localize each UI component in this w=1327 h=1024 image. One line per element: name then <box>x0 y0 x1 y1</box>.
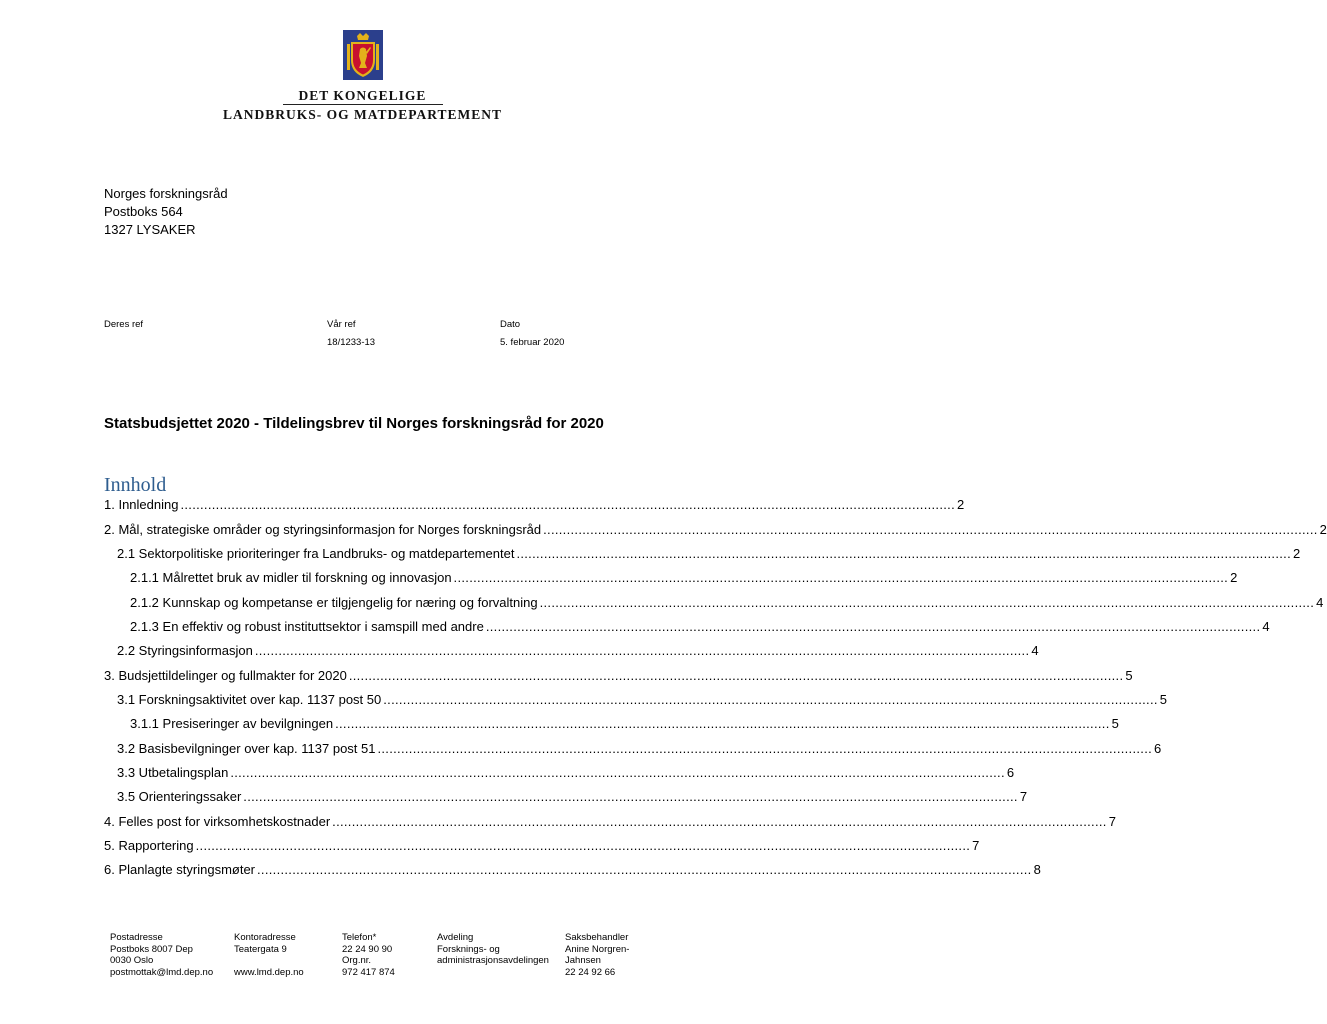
footer-kontoradresse-line: Teatergata 9 <box>234 943 287 955</box>
recipient-postbox: Postboks 564 <box>104 204 183 219</box>
toc-heading: Innhold <box>104 474 167 496</box>
toc-entry[interactable] <box>117 741 1162 759</box>
toc-entry-label: 1. Innledning <box>104 497 179 512</box>
recipient-city: 1327 LYSAKER <box>104 222 196 237</box>
ministry-name-line2: LANDBRUKS- OG MATDEPARTEMENT <box>222 107 503 122</box>
letter-title: Statsbudsjettet 2020 - Tildelingsbrev til Norges forskningsråd for 2020 <box>104 415 604 432</box>
var-ref-value: 18/1233-13 <box>327 337 376 348</box>
toc-entry-label: 3.2 Basisbevilgninger over kap. 1137 post 51 <box>117 741 376 756</box>
toc-entry[interactable] <box>104 668 1133 686</box>
toc-entry[interactable] <box>117 546 1301 564</box>
toc-entry-label: 3.1 Forskningsaktivitet over kap. 1137 post 50 <box>117 692 382 707</box>
toc-entry-page: 2 <box>957 497 965 512</box>
footer-saksbehandler <box>565 932 629 978</box>
toc-dot-leader: ...................................................................................................................................................................................................... <box>377 741 1153 756</box>
toc-entry-page: 4 <box>1316 595 1324 610</box>
toc-entry[interactable] <box>130 619 1270 637</box>
toc-dot-leader: ...................................................................................................................................................................................................... <box>348 668 1124 683</box>
footer-kontoradresse <box>234 932 304 978</box>
toc-entry[interactable] <box>104 814 1116 832</box>
toc-entry-page: 4 <box>1031 643 1039 658</box>
toc-entry[interactable] <box>130 595 1324 613</box>
toc-entry-page: 7 <box>1019 789 1028 804</box>
footer-avdeling <box>437 932 549 967</box>
footer-avdeling-line: Forsknings- og <box>437 943 500 955</box>
toc-dot-leader: ...................................................................................................................................................................................................... <box>485 619 1261 634</box>
deres-ref-label: Deres ref <box>104 319 144 330</box>
footer-saksbehandler-heading: Saksbehandler <box>565 932 629 943</box>
toc-entry[interactable] <box>104 862 1041 880</box>
dato-label: Dato <box>500 319 521 330</box>
footer-kontoradresse-heading: Kontoradresse <box>234 932 296 943</box>
toc-entry-label: 2.1.3 En effektiv og robust instituttsektor i samspill med andre <box>130 619 484 634</box>
footer-postadresse-heading: Postadresse <box>110 932 163 943</box>
toc-entry-page: 7 <box>972 838 980 853</box>
toc-entry[interactable] <box>104 838 980 856</box>
footer-saksbehandler-phone: 22 24 92 66 <box>565 966 616 978</box>
toc-entry-page: 2 <box>1230 570 1238 585</box>
logo-divider <box>283 104 443 105</box>
footer-email-link[interactable]: postmottak@lmd.dep.no <box>110 966 214 978</box>
recipient-address <box>104 185 228 239</box>
footer-avdeling-heading: Avdeling <box>437 932 474 943</box>
recipient-name: Norges forskningsråd <box>104 186 228 201</box>
toc-entry-page: 7 <box>1108 814 1116 829</box>
toc-entry-label: 3.3 Utbetalingsplan <box>117 765 229 780</box>
toc-entry[interactable] <box>117 643 1039 661</box>
toc-entry-page: 5 <box>1125 668 1133 683</box>
toc-entry[interactable] <box>117 692 1168 710</box>
toc-entry[interactable] <box>130 716 1119 734</box>
toc-entry[interactable] <box>104 522 1327 540</box>
footer-postadresse-line: Postboks 8007 Dep <box>110 943 193 955</box>
var-ref-label: Vår ref <box>327 319 356 330</box>
toc-dot-leader: ...................................................................................................................................................................................................... <box>254 643 1030 658</box>
footer-telefon <box>342 932 395 978</box>
footer-postadresse-line: 0030 Oslo <box>110 955 154 966</box>
toc-dot-leader: ...................................................................................................................................................................................................... <box>383 692 1158 707</box>
toc-dot-leader: ...................................................................................................................................................................................................... <box>195 838 971 853</box>
toc-entry-label: 3.5 Orienteringssaker <box>117 789 242 804</box>
toc-dot-leader: ...................................................................................................................................................................................................... <box>335 716 1110 731</box>
toc-entry-page: 6 <box>1006 765 1015 780</box>
toc-entry-page: 2 <box>1292 546 1301 561</box>
footer-telefon-heading: Telefon* <box>342 932 377 943</box>
toc-dot-leader: ...................................................................................................................................................................................................... <box>332 814 1107 829</box>
dato-value: 5. februar 2020 <box>500 337 565 348</box>
toc-dot-leader: ...................................................................................................................................................................................................... <box>539 595 1315 610</box>
footer-website-link[interactable]: www.lmd.dep.no <box>234 966 304 978</box>
toc-dot-leader: ...................................................................................................................................................................................................... <box>257 862 1032 877</box>
toc-entry-label: 2.1.2 Kunnskap og kompetanse er tilgjengelig for næring og forvaltning <box>130 595 538 610</box>
toc-entry-label: 2. Mål, strategiske områder og styringsinformasjon for Norges forskningsråd <box>104 522 542 537</box>
footer-postadresse <box>110 932 213 978</box>
ministry-logo <box>0 30 725 122</box>
toc-entry-page: 4 <box>1262 619 1270 634</box>
toc-dot-leader: ...................................................................................................................................................................................................... <box>543 522 1318 537</box>
footer-saksbehandler-line: Jahnsen <box>565 955 601 966</box>
footer-orgnr-label: Org.nr. <box>342 955 372 966</box>
toc-entry[interactable] <box>117 789 1028 807</box>
toc-entry-page: 5 <box>1111 716 1119 731</box>
toc-entry[interactable] <box>117 765 1015 783</box>
toc-entry-label: 2.1 Sektorpolitiske prioriteringer fra Landbruks- og matdepartementet <box>117 546 515 561</box>
toc-dot-leader: ...................................................................................................................................................................................................... <box>180 497 955 512</box>
toc-entry-label: 5. Rapportering <box>104 838 194 853</box>
ministry-name-line1: DET KONGELIGE <box>298 88 427 103</box>
footer-saksbehandler-line: Anine Norgren- <box>565 943 630 955</box>
toc-dot-leader: ...................................................................................................................................................................................................... <box>516 546 1291 561</box>
toc-entry-label: 4. Felles post for virksomhetskostnader <box>104 814 331 829</box>
toc-entry-label: 3. Budsjettildelinger og fullmakter for 2020 <box>104 668 347 683</box>
footer-orgnr-value: 972 417 874 <box>342 966 395 978</box>
toc-entry-label: 2.2 Styringsinformasjon <box>117 643 253 658</box>
footer-telefon-number: 22 24 90 90 <box>342 943 393 955</box>
toc-entry-label: 3.1.1 Presiseringer av bevilgningen <box>130 716 334 731</box>
toc-entry-label: 6. Planlagte styringsmøter <box>104 862 256 877</box>
toc-entry-page: 8 <box>1033 862 1041 877</box>
toc-entry-page: 6 <box>1154 741 1162 756</box>
footer-avdeling-line: administrasjonsavdelingen <box>437 955 549 966</box>
toc-dot-leader: ...................................................................................................................................................................................................... <box>243 789 1018 804</box>
toc-entry[interactable] <box>130 570 1238 588</box>
footer-kontoradresse-line <box>234 955 304 967</box>
toc-entry-page: 2 <box>1319 522 1327 537</box>
toc-entry[interactable] <box>104 497 965 515</box>
toc-entry-label: 2.1.1 Målrettet bruk av midler til forskning og innovasjon <box>130 570 452 585</box>
toc-entry-page: 5 <box>1159 692 1168 707</box>
toc-dot-leader: ...................................................................................................................................................................................................... <box>453 570 1229 585</box>
coat-of-arms-icon <box>343 30 383 80</box>
toc-dot-leader: ...................................................................................................................................................................................................... <box>230 765 1005 780</box>
